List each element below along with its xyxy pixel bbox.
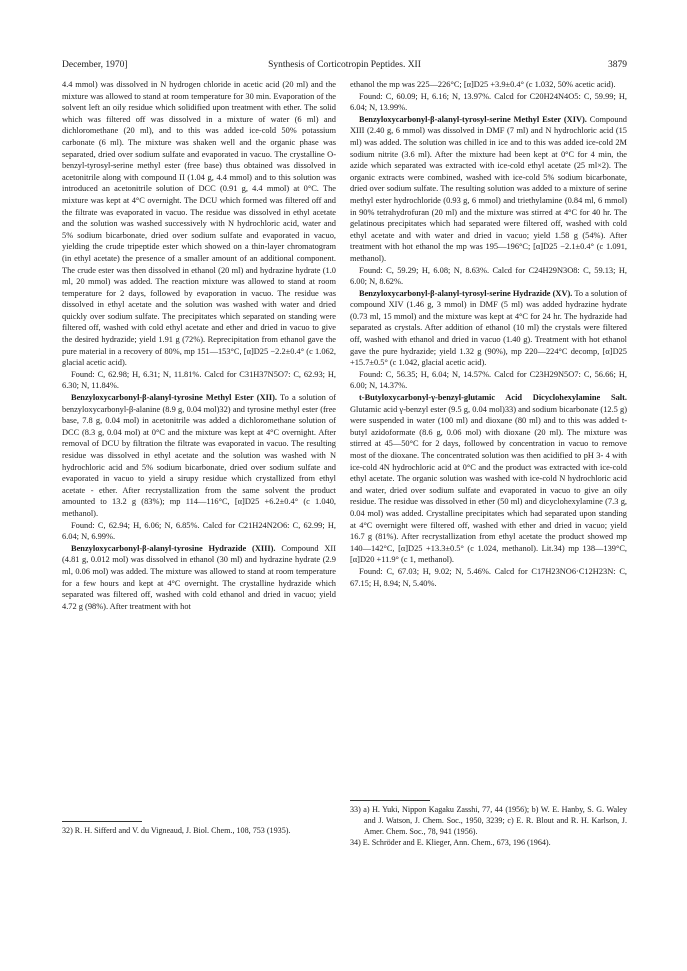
- paragraph: [350, 79, 627, 91]
- paragraph-text: Compound XII (4.81 g, 0.012 mol) was dissolved in ethanol (30 ml) and hydrazine hydrate (2.9 ml, 0.06 mol) was added. The mixture was allowed to stand at room temperature for a few hours and kept at 4°C overnight. The crystalline hydrazide which separated was filtered off, washed with cold ethanol and dried in vacuo; yield 4.72 g (98%). After treatment with hot: [62, 543, 336, 611]
- paragraph: [350, 392, 627, 566]
- footnote: 34) E. Schröder and E. Klieger, Ann. Chem., 673, 196 (1964).: [350, 838, 551, 847]
- footnotes-left: [62, 825, 336, 836]
- paragraph: [350, 265, 627, 288]
- paragraph-text: Found: C, 67.03; H, 9.02; N, 5.46%. Calcd for C17H23NO6·C12H23N: C, 67.15; H, 8.94; N, 5.40%.: [350, 566, 627, 588]
- paragraph-text: Glutamic acid γ-benzyl ester (9.5 g, 0.04 mol)33) and sodium bicarbonate (12.5 g) were suspended in water (100 ml) and dioxane (80 ml) and to this was added t-butyl azidoformate (8.6 g, 0.06 mol) with dioxane (20 ml). The mixture was stirred at 45—50°C for 2 days, followed by concentration in vacuo to remove most of the dioxane. The concentrated solution was then acidified to pH 3- 4 with ice-cold 4N hydrochloric acid at 0°C and the product was extracted with ice-cold ethyl acetate. The organic solution was washed with ice-cold N hydrochloric acid and water, dried over sodium sulfate and evaporated in vacuo to give an oily residue. The residue was dissolved in ether (50 ml) and dicyclohexylamine (7.3 g, 0.04 mol) was added. Crystalline precipitates which had separated upon standing at 4°C overnight were filtered off, washed with ether and dried in vacuo; yield 16.7 g (81%). After recrystallization from ethyl acetate the product showed mp 140—142°C, [α]D25 +13.3±0.5° (c 1.024, methanol). Lit.34) mp 138—139°C, [α]D20 +11.9° (c 1, methanol).: [350, 404, 627, 565]
- section-heading: t-Butyloxycarbonyl-γ-benzyl-glutamic Acid Dicyclohexylamine Salt.: [359, 393, 627, 403]
- paragraph: [350, 288, 627, 369]
- paragraph: [350, 114, 627, 265]
- section-heading: Benzyloxycarbonyl-β-alanyl-tyrosyl-serine Methyl Ester (XIV).: [359, 114, 587, 124]
- paragraph: [62, 392, 336, 520]
- paragraph-text: To a solution of benzyloxycarbonyl-β-alanine (8.9 g, 0.04 mol)32) and tyrosine methyl ester (free base, 7.8 g, 0.04 mol) in acetonitrile was added a dichloromethane solution of DCC (8.3 g, 0.04 mol) at 0°C and the mixture was kept at 4°C overnight. After removal of DCU by filtration the filtrate was evaporated in vacuo. The resulting residue was dissolved in ethyl acetate and the solution was washed with N hydrochloric acid and 5% sodium bicarbonate, dried over sodium sulfate and evaporated in vacuo to yield a sirupy residue which crystallized from ethyl acetate - ether. After recrystallization from the same solvent the product amounted to 13.2 g (83%); mp 114—116°C, [α]D25 +6.2±0.4° (c 1.040, methanol).: [62, 393, 337, 518]
- paragraph-text: Found: C, 62.94; H, 6.06; N, 6.85%. Calcd for C21H24N2O6: C, 62.99; H, 6.04; N, 6.99%.: [62, 520, 336, 542]
- footnote-rule-left: [62, 821, 142, 822]
- header-title: Synthesis of Corticotropin Peptides. XII: [268, 60, 421, 70]
- paragraph: [350, 566, 627, 589]
- page-number: 3879: [608, 60, 627, 70]
- paragraph-text: ethanol the mp was 225—226°C; [α]D25 +3.9±0.4° (c 1.032, 50% acetic acid).: [350, 80, 616, 89]
- left-column: [62, 79, 336, 612]
- paragraph: [62, 79, 336, 369]
- paragraph-text: Found: C, 56.35; H, 6.04; N, 14.57%. Calcd for C23H29N5O7: C, 56.66; H, 6.00; N, 14.37%.: [350, 369, 627, 391]
- paragraph-text: Found: C, 62.98; H, 6.31; N, 11.81%. Calcd for C31H37N5O7: C, 62.93; H, 6.30; N, 11.84%.: [62, 369, 336, 391]
- footnote: 33) a) H. Yuki, Nippon Kagaku Zasshi, 77, 44 (1956); b) W. E. Hanby, S. G. Waley and J. Watson, J. Chem. Soc., 1950, 3239; c) E. R. Blout and R. H. Karlson, J. Amer. Chem. Soc., 78, 941 (1956).: [350, 805, 627, 836]
- right-column: [350, 79, 627, 589]
- paragraph: [350, 369, 627, 392]
- running-header: [62, 58, 627, 72]
- paragraph-text: Found: C, 60.09; H, 6.16; N, 13.97%. Calcd for C20H24N4O5: C, 59.99; H, 6.04; N, 13.99%.: [350, 91, 627, 113]
- paragraph-text: Found: C, 59.29; H, 6.08; N, 8.63%. Calcd for C24H29N3O8: C, 59.13; H, 6.00; N, 8.62%.: [350, 265, 627, 287]
- footnote: 32) R. H. Sifferd and V. du Vigneaud, J. Biol. Chem., 108, 753 (1935).: [62, 826, 291, 835]
- paragraph: [350, 91, 627, 114]
- paragraph: [62, 369, 336, 392]
- paragraph: [62, 543, 336, 613]
- section-heading: Benzyloxycarbonyl-β-alanyl-tyrosyl-serine Hydrazide (XV).: [359, 288, 573, 298]
- paragraph-text: 4.4 mmol) was dissolved in N hydrogen chloride in acetic acid (20 ml) and the mixture was allowed to stand at room temperature for 30 min. Evaporation of the solvent left an oily residue which solidified upon treatment with ether. The solid which was filtered off was dissolved in a mixture of water (6 ml) and dichloromethane (20 ml), and to this was added ice-cold 50% potassium carbonate (6 ml). The mixture was shaken well and the organic phase was separated, dried over sodium sulfate and evaporated in vacuo. The crystalline O-benzyl-tyrosyl-serine methyl ester (free base) thus obtained was dissolved in acetonitrile along with compound II (1.04 g, 4.4 mmol) and to this solution was introduced an acetonitrile solution of DCC (0.91 g, 4.4 mmol) at 0°C. The mixture was kept at 4°C overnight. The DCU which formed was filtered off and the filtrate was evaporated in vacuo. The residue was dissolved in ethyl acetate and the solution was washed successively with N hydrochloric acid, water and 5% sodium bicarbonate, dried over sodium sulfate and evaporated in vacuo, yielding the crude tripeptide ester which showed on a thin-layer chromatogram (in ethyl acetate) the presence of a smaller amount of an additional component. The crude ester was then dissolved in ethanol (20 ml) and hydrazine hydrate (1.0 ml, 20 mmol) was added. The reaction mixture was allowed to stand at room temperature for 2 days, followed by evaporation in vacuo. The residue was dissolved in ethyl acetate and the solution was washed with water and dried quickly over sodium sulfate. The precipitates which separated on standing were filtered off, washed with cold ethyl acetate and ether and dried in vacuo to give the desired hydrazide; yield 1.91 g (72%). Reprecipitation from ethanol gave the pure material in a recovery of 80%, mp 151—153°C, [α]D25 −2.2±0.4° (c 1.062, glacial acetic acid).: [62, 80, 336, 368]
- header-date: December, 1970]: [62, 60, 128, 70]
- section-heading: Benzyloxycarbonyl-β-alanyl-tyrosine Hydrazide (XIII).: [71, 543, 276, 553]
- footnote-rule-right: [350, 800, 430, 801]
- paragraph: [62, 520, 336, 543]
- paragraph-text: Compound XIII (2.40 g, 6 mmol) was dissolved in DMF (7 ml) and N hydrochloric acid (15 ml) was added. The solution was chilled in ice and to this was added ice-cold 2M sodium nitrite (3.6 ml). After the mixture had been kept at 0°C for 4 min, the azide which separated was extracted with ice-cold ethyl acetate (25 ml×2). The organic extracts were combined, washed with ice-cold 5% sodium bicarbonate, dried over sodium sulfate. The resulting solution was added to a mixture of serine methyl ester hydrochloride (0.93 g, 6 mmol) and triethylamine (0.84 ml, 6 mmol) in 90% tetrahydrofuran (20 ml) and the mixture was stirred at 4°C for 40 hr. The gelatinous precipitates which had separated were filtered off, washed with cold ethyl acetate and with water and dried in vacuo; yield 1.58 g (54%). After treatment with hot ethanol the mp was 195—196°C; [α]D25 −2.1±0.4° (c 1.091, methanol).: [350, 114, 627, 263]
- paragraph-text: To a solution of compound XIV (1.46 g, 3 mmol) in DMF (5 ml) was added hydrazine hydrate (0.73 ml, 15 mmol) and the mixture was kept at 4°C for 24 hr. The hydrazide had separated as crystals. After addition of ethanol (10 ml) the crystals were filtered off, washed with ethanol and dried in vacuo (1.40 g). Treatment with hot ethanol gave the pure hydrazide; yield 1.32 g (90%), mp 220—224°C decomp, [α]D25 +15.7±0.5° (c 1.042, glacial acetic acid).: [350, 288, 627, 368]
- section-heading: Benzyloxycarbonyl-β-alanyl-tyrosine Methyl Ester (XII).: [71, 393, 278, 403]
- footnotes-right: [350, 804, 627, 848]
